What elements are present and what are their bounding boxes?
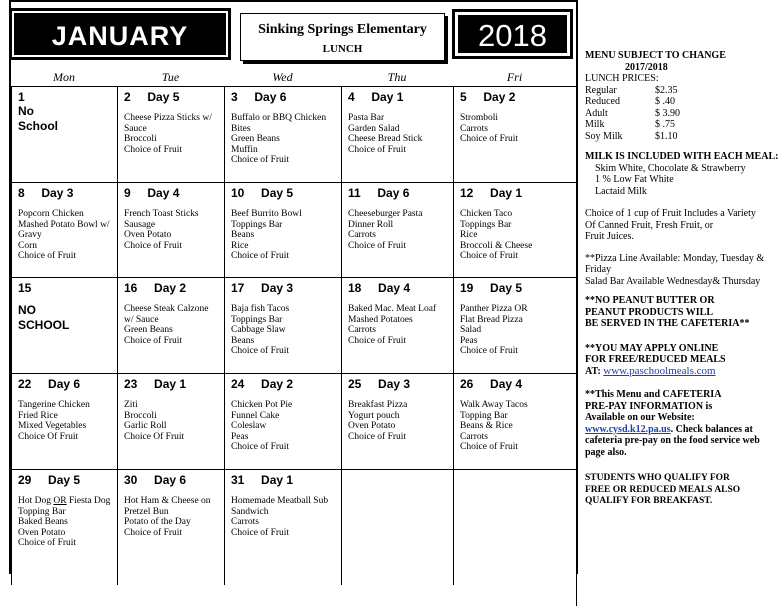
menu-item: Flat Bread Pizza [460,314,523,325]
milk-list [585,163,780,198]
menu-item: Peas [231,431,249,442]
menu-items [18,209,111,262]
menu-notice: MENU SUBJECT TO CHANGE [585,50,726,61]
menu-item: Choice of Fruit [124,240,183,251]
menu-item: Choice Of Fruit [124,431,185,442]
milk-option: 1 % Low Fat White [595,174,674,185]
menu-item: Dinner Roll [348,219,394,230]
day-header [124,186,218,200]
menu-item: Garlic Roll [124,421,167,431]
students-line: QUALIFY FOR BREAKFAST. [585,496,713,506]
title-box [240,13,445,61]
menu-items [348,209,447,251]
day-header [460,377,570,391]
pizza-note: **Pizza Line Available: Monday, Tuesday & Friday [585,252,765,275]
menu-items [231,209,335,262]
menu-items [460,113,570,145]
menu-item: Oven Potato [18,527,66,538]
menu-items [18,496,111,549]
day-header [231,90,335,104]
menu-item: Chicken Pot Pie [231,400,293,410]
menu-item: Choice of Fruit [460,346,519,356]
rotation-day: Day 6 [254,90,287,104]
menu-item: Panther Pizza OR [460,304,528,314]
date-number: 16 [124,281,138,295]
day-header [348,377,447,391]
menu-item: Choice of Fruit [348,335,407,346]
students-line: FREE OR REDUCED MEALS ALSO [585,484,741,495]
prepay-line: PRE-PAY INFORMATION is [585,400,713,412]
menu-item: Bites [231,123,251,134]
rotation-day: Day 3 [41,186,74,200]
menu-item: Topping Bar [460,410,508,421]
menu-item: Choice of Fruit [231,527,290,538]
fruit-line: Fruit Juices. [585,231,634,242]
menu-item: Choice of Fruit [231,346,290,356]
menu-item: Carrots [460,123,488,134]
menu-item: Rice [231,240,249,251]
price-row [585,85,780,97]
milk-option: Skim White, Chocolate & Strawberry [595,162,746,174]
day-header [18,186,111,200]
rotation-day: Day 2 [483,90,516,104]
menu-item: Rice [460,230,478,240]
menu-item: Choice Of Fruit [18,431,79,442]
students-line: STUDENTS WHO QUALIFY FOR [585,473,730,483]
menu-item: Beans & Rice [460,421,513,431]
price-row [585,108,780,120]
menu-item: Carrots [348,230,376,240]
peanut-notice [585,295,780,330]
milk-title: MILK IS INCLUDED WITH EACH MEAL: [585,151,779,162]
menu-item: Choice of Fruit [460,134,519,144]
school-name: Sinking Springs Elementary [258,22,427,37]
rotation-day: Day 5 [261,186,294,200]
price-value: $ 3.90 [655,107,680,119]
date-number: 5 [460,90,467,104]
menu-item: Fried Rice [18,410,58,421]
apply-at-label: AT: [585,365,604,377]
menu-item: Baked Beans [18,517,68,527]
spacer [18,295,111,303]
date-number: 9 [124,186,131,200]
menu-item: Cheese Pizza Sticks w/ [124,113,212,123]
menu-item: Popcorn Chicken [18,209,84,219]
menu-item: Funnel Cake [231,410,280,421]
day-cell [117,469,224,585]
menu-item: Choice of Fruit [18,538,77,548]
price-label: Milk [585,119,605,130]
menu-item: Choice of Fruit [124,144,183,155]
menu-item: Cheese Steak Calzone [124,304,209,314]
day-header [348,186,447,200]
menu-item: Beans [231,230,255,240]
rotation-day: Day 3 [378,377,411,391]
weekday-header-tue: Tue [161,70,180,84]
day-header [18,281,111,295]
rotation-day: Day 5 [490,281,523,295]
menu-item: Choice of Fruit [124,335,183,346]
day-header [348,281,447,295]
rotation-day: Day 5 [147,90,180,104]
menu-item: Baked Mac. Meat Loaf [348,304,437,314]
menu-item: Carrots [460,431,488,442]
apply-line: FOR FREE/REDUCED MEALS [585,354,726,365]
date-number: 10 [231,186,245,200]
rotation-day: Day 4 [378,281,411,295]
menu-item: Cheese Bread Stick [348,134,423,144]
price-row [585,119,780,131]
price-value: $1.10 [655,130,678,142]
menu-item: Broccoli [124,410,157,421]
price-value: $ .75 [655,119,675,130]
menu-item: Walk Away Tacos [460,400,528,410]
price-list [585,85,780,143]
peanut-line: PEANUT PRODUCTS WILL [585,306,713,318]
milk-option: Lactaid Milk [595,185,647,197]
price-value: $2.35 [655,84,678,96]
menu-items [348,304,447,346]
rotation-day: Day 4 [147,186,180,200]
menu-item: Cheeseburger Pasta [348,209,423,219]
rotation-day: Day 1 [490,186,523,200]
day-cell [224,469,341,585]
date-number: 26 [460,377,474,391]
day-header [18,473,111,487]
menu-items [124,113,218,155]
prepay-rest: . Check balances at cafeteria pre-pay on the food service web page also. [585,423,760,458]
weekday-header-thu: Thu [387,70,407,84]
day-header [124,473,218,487]
menu-item: Choice of Fruit [348,144,407,155]
rotation-day: Day 2 [261,377,294,391]
apply-notice [585,343,780,366]
rotation-day: Day 6 [377,186,410,200]
menu-items [460,400,570,453]
rotation-day: Day 6 [48,377,81,391]
students-notice [585,473,780,508]
price-value: $ .40 [655,96,675,107]
menu-item: Coleslaw [231,421,267,431]
menu-item: Topping Bar [18,506,66,517]
day-header [231,473,335,487]
day-header [231,281,335,295]
menu-item: Buffalo or BBQ Chicken [231,113,327,123]
menu-items [460,304,570,357]
day-header [231,186,335,200]
no-school-label: School [18,119,59,133]
sidebar [585,50,780,508]
menu-item: Yogurt pouch [348,410,400,421]
menu-item: Garden Salad [348,123,400,134]
day-cell [341,469,453,585]
menu-items [231,113,335,166]
prepay-notice [585,389,780,424]
date-number: 19 [460,281,474,295]
menu-item: Breakfast Pizza [348,400,408,410]
menu-item: Broccoli & Cheese [460,240,533,251]
prepay-line: Available on our Website: [585,412,695,423]
day-header [460,186,570,200]
menu-item: Oven Potato [124,230,172,240]
date-number: 8 [18,186,25,200]
no-school-label: NO [18,303,36,317]
menu-item: Homemade Meatball Sub [231,496,329,506]
prepay-line: **This Menu and CAFETERIA [585,389,722,400]
school-year: 2017/2018 [625,61,668,73]
menu-items [18,400,111,442]
fruit-line: Of Canned Fruit, Fresh Fruit, or [585,219,714,231]
date-number: 31 [231,473,245,487]
date-number: 4 [348,90,355,104]
menu-item: Gravy [18,230,42,240]
peanut-line: BE SERVED IN THE CAFETERIA** [585,318,750,329]
day-header [18,377,111,391]
rotation-day: Day 3 [261,281,294,295]
menu-item: Beef Burrito Bowl [231,209,302,219]
date-number: 17 [231,281,245,295]
menu-item: w/ Sauce [124,314,159,325]
menu-item: Tangerine Chicken [18,400,90,410]
menu-item: Choice of Fruit [231,155,290,165]
apply-link-line [585,366,780,378]
menu-item: Choice of Fruit [124,527,183,538]
price-row [585,96,780,108]
menu-item: Corn [18,240,37,251]
date-number: 12 [460,186,474,200]
price-row [585,131,780,143]
day-header [460,281,570,295]
date-number: 22 [18,377,32,391]
apply-line: **YOU MAY APPLY ONLINE [585,342,719,354]
weekday-header-wed: Wed [272,70,293,84]
rotation-day: Day 1 [371,90,404,104]
menu-item: Mixed Vegetables [18,421,87,431]
menu-item: Choice of Fruit [348,431,407,442]
menu-item: Ziti [124,400,138,410]
menu-item: Sausage [124,219,156,230]
prices-title: LUNCH PRICES: [585,73,659,84]
day-cell [453,469,576,585]
day-header [460,90,570,104]
menu-item: Mashed Potatoes [348,314,413,325]
menu-item: Stromboli [460,113,499,123]
rotation-day: Day 2 [154,281,187,295]
menu-items [460,209,570,262]
day-header [18,90,111,104]
menu-item: Toppings Bar [231,314,283,325]
day-header [231,377,335,391]
menu-items [124,496,218,538]
date-number: 23 [124,377,138,391]
menu-item: Choice of Fruit [460,442,519,452]
day-header [348,90,447,104]
date-number: 25 [348,377,362,391]
rotation-day: Day 1 [154,377,187,391]
menu-item: Choice of Fruit [460,251,519,261]
day-header [124,377,218,391]
prepay-link-line [585,424,780,459]
date-number: 11 [348,186,361,200]
price-label: Soy Milk [585,130,623,142]
menu-item: Sandwich [231,506,269,517]
price-label: Adult [585,107,608,119]
menu-item: Potato of the Day [124,517,191,527]
day-header [124,90,218,104]
rotation-day: Day 5 [48,473,81,487]
peanut-line: **NO PEANUT BUTTER OR [585,295,715,306]
rotation-day: Day 1 [261,473,294,487]
date-number: 24 [231,377,245,391]
day-cell [11,469,117,585]
menu-items [124,304,218,346]
menu-item: Oven Potato [348,421,396,431]
date-number: 18 [348,281,362,295]
menu-items [231,496,335,538]
rotation-day: Day 6 [154,473,187,487]
menu-items [231,400,335,453]
menu-item: Green Beans [231,134,280,144]
menu-item: Hot Ham & Cheese on [124,496,211,506]
menu-items [231,304,335,357]
menu-item: Sauce [124,123,147,134]
grid-right-border [576,86,577,606]
menu-item: Choice of Fruit [231,251,290,261]
rotation-day: Day 4 [490,377,523,391]
price-label: Reduced [585,96,620,107]
menu-item: Green Beans [124,325,173,335]
month-banner: JANUARY [14,13,226,55]
menu-item: Peas [460,335,478,346]
menu-item: Choice of Fruit [231,442,290,452]
menu-item: Muffin [231,144,258,155]
meal-type: LUNCH [322,43,363,55]
day-header [124,281,218,295]
year-banner: 2018 [456,13,569,55]
menu-item: Toppings Bar [231,219,283,230]
menu-items [124,400,218,442]
apply-link[interactable]: www.paschoolmeals.com [603,364,716,377]
prepay-link[interactable]: www.cysd.k12.pa.us [585,423,671,435]
menu-items [124,209,218,251]
menu-item: Cabbage Slaw [231,325,286,335]
date-number: 30 [124,473,138,487]
weekday-header-fri: Fri [506,70,523,84]
no-school-label: SCHOOL [18,318,70,332]
menu-item: Carrots [231,517,259,527]
menu-item: Carrots [348,325,376,335]
menu-item: French Toast Sticks [124,209,199,219]
menu-item: Hot Dog OR Fiesta Dog [18,496,111,506]
fruit-line: Choice of 1 cup of Fruit Includes a Variety [585,208,756,219]
date-number: 29 [18,473,32,487]
date-number: 2 [124,90,131,104]
date-number: 15 [18,281,32,295]
salad-note: Salad Bar Available Wednesday& Thursday [585,275,761,287]
menu-item: Pasta Bar [348,113,385,123]
menu-item: Salad [460,325,482,335]
weekday-header-mon: Mon [53,70,75,84]
menu-item: Chicken Taco [460,209,513,219]
date-number: 1 [18,90,25,104]
menu-item: Toppings Bar [460,219,512,230]
date-number: 3 [231,90,238,104]
or-word: OR [53,496,67,506]
menu-item: Mashed Potato Bowl w/ [18,219,110,230]
no-school-label: No [18,104,34,118]
menu-item: Choice of Fruit [18,251,77,261]
menu-item: Pretzel Bun [124,506,169,517]
menu-items [348,400,447,442]
menu-item: Choice of Fruit [348,240,407,251]
menu-item: Baja fish Tacos [231,304,290,314]
menu-items [348,113,447,155]
fruit-note [585,208,780,243]
price-label: Regular [585,84,617,96]
menu-item: Beans [231,335,255,346]
menu-item: Broccoli [124,134,157,144]
